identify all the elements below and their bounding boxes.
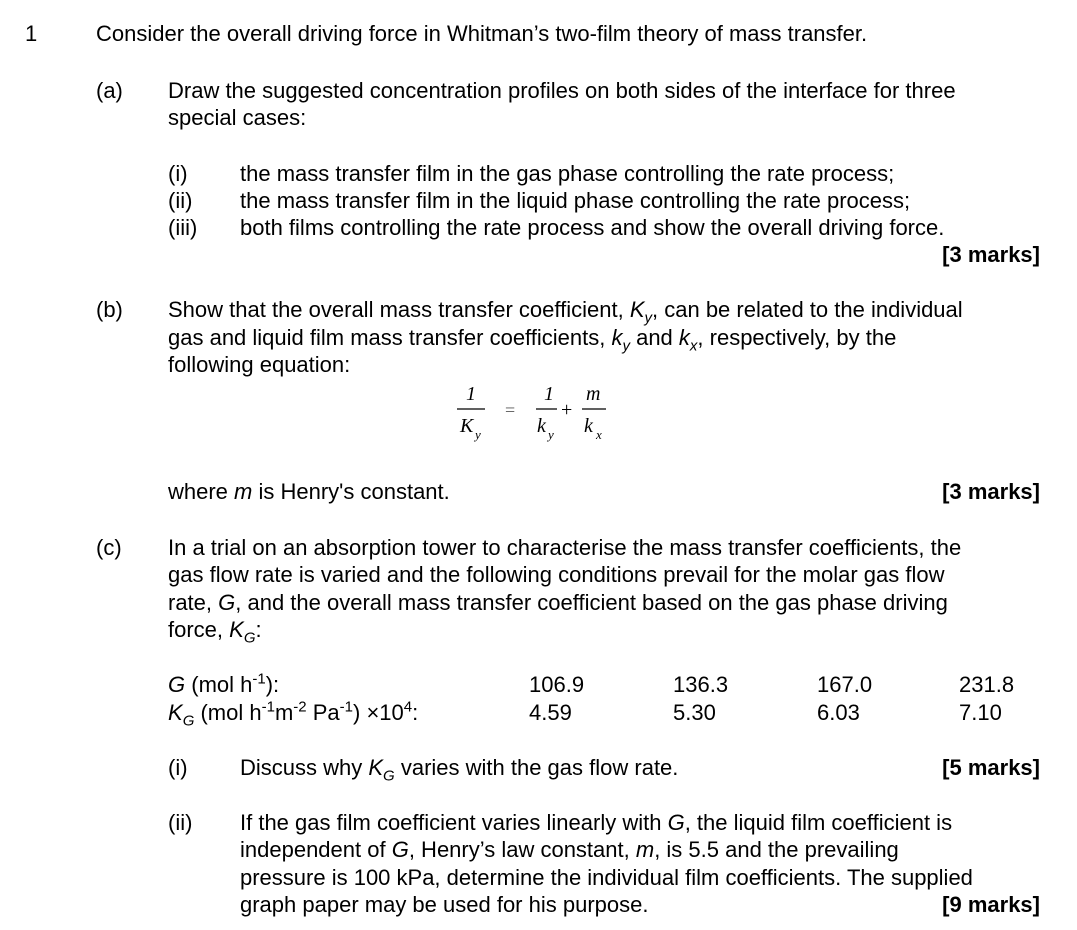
part-c-line1: In a trial on an absorption tower to characterise the mass transfer coefficients, the <box>168 535 962 560</box>
part-b-line1: Show that the overall mass transfer coefficient, $K_y$, can be related to the individual <box>168 297 963 327</box>
table-cell-G: 167.0 <box>817 672 873 697</box>
eq-denominator-ky: k <box>537 415 546 437</box>
part-c-i-marks: [5 marks] <box>942 755 1040 780</box>
part-b-marks: [3 marks] <box>942 479 1040 504</box>
part-a-label: (a) <box>96 78 123 103</box>
table-cell-G: 136.3 <box>673 672 729 697</box>
question-intro: Consider the overall driving force in Whitman’s two-film theory of mass transfer. <box>96 21 868 46</box>
eq-denominator-K: K <box>460 415 474 437</box>
part-c-ii-label: (ii) <box>168 810 193 835</box>
table-cell-K: 4.59 <box>529 700 572 725</box>
eq-equals: = <box>505 400 516 420</box>
part-c-line4: force, $K_G$: <box>168 617 262 647</box>
table-row-K-header: $K_G$ (mol $h^{-1}m^{-2}$ $Pa^{-1}) \times 10^4$: <box>168 698 419 730</box>
eq-denominator-kx-sub: x <box>596 427 602 442</box>
part-a-item-label: (ii) <box>168 188 193 213</box>
part-a-item-text: both films controlling the rate process and show the overall driving force. <box>240 215 945 240</box>
part-a-item-text: the mass transfer film in the gas phase controlling the rate process; <box>240 161 895 186</box>
part-c-i-text: Discuss why $K_G$ varies with the gas flow rate. <box>240 755 679 785</box>
part-b-label: (b) <box>96 297 123 322</box>
table-row-G-header: G (mol $h^{-1}$): <box>168 670 280 697</box>
table-cell-G: 106.9 <box>529 672 585 697</box>
eq-numerator-left: 1 <box>466 383 476 405</box>
eq-numerator-m: m <box>586 383 601 405</box>
part-b-where: where m is Henry's constant. <box>168 479 450 504</box>
part-b-line3: following equation: <box>168 352 351 377</box>
part-a-line2: special cases: <box>168 105 307 130</box>
eq-plus: + <box>561 399 573 421</box>
part-c-ii-line1: If the gas film coefficient varies linearly with G, the liquid film coefficient is <box>240 810 953 835</box>
table-cell-K: 6.03 <box>817 700 860 725</box>
part-c-line2: gas flow rate is varied and the following conditions prevail for the molar gas flow <box>168 562 945 587</box>
part-a-marks: [3 marks] <box>942 242 1040 267</box>
eq-denominator-K-sub: y <box>475 427 481 442</box>
table-cell-G: 231.8 <box>959 672 1015 697</box>
part-a-line1: Draw the suggested concentration profiles on both sides of the interface for three <box>168 78 956 103</box>
part-c-ii-line2: independent of G, Henry’s law constant, m, is 5.5 and the prevailing <box>240 837 899 862</box>
eq-numerator-right1: 1 <box>544 383 554 405</box>
table-cell-K: 5.30 <box>673 700 716 725</box>
part-c-i-label: (i) <box>168 755 188 780</box>
part-a-item-label: (i) <box>168 161 188 186</box>
eq-denominator-kx: k <box>584 415 593 437</box>
part-a-item-label: (iii) <box>168 215 198 240</box>
part-c-ii-line3: pressure is 100 kPa, determine the individual film coefficients. The supplied <box>240 865 973 890</box>
part-a-item-text: the mass transfer film in the liquid phase controlling the rate process; <box>240 188 911 213</box>
overall-coefficient-equation <box>455 380 625 450</box>
eq-denominator-ky-sub: y <box>548 427 554 442</box>
part-c-ii-line4: graph paper may be used for his purpose. <box>240 892 649 917</box>
part-b-line2: gas and liquid film mass transfer coefficients, $k_y$ and $k_x$, respectively, by the <box>168 325 897 355</box>
part-c-line3: rate, G, and the overall mass transfer coefficient based on the gas phase driving <box>168 590 948 615</box>
table-cell-K: 7.10 <box>959 700 1002 725</box>
part-c-label: (c) <box>96 535 122 560</box>
part-c-ii-marks: [9 marks] <box>942 892 1040 917</box>
question-number: 1 <box>25 21 38 46</box>
